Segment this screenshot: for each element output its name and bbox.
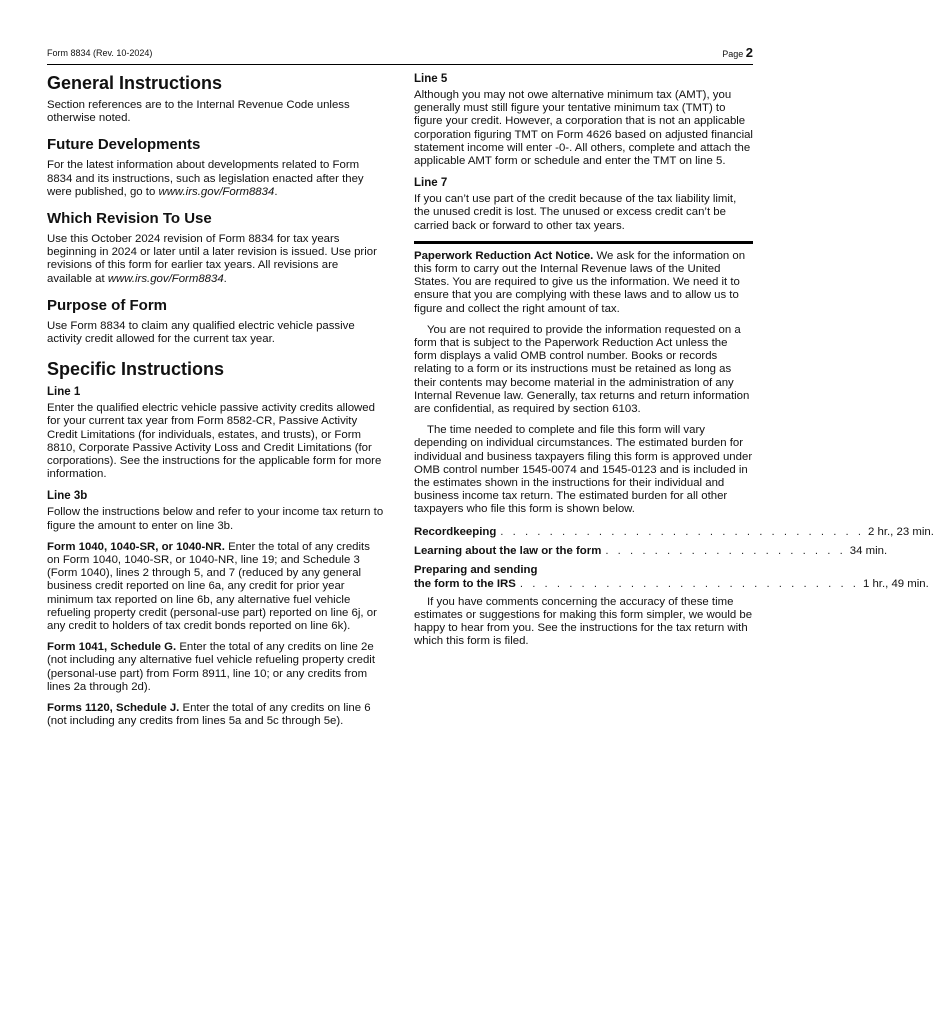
line-5-heading: Line 5 xyxy=(414,73,448,85)
line-3b-text: Follow the instructions below and refer to your income tax return to figure the amount to enter on line 3b. xyxy=(47,506,384,532)
preparing-label-line-1: Preparing and sending xyxy=(414,563,538,576)
line-1-heading: Line 1 xyxy=(47,386,81,399)
dot-leader: . . . . . . . . . . . . . . . . . . . . . . . . . . . . . . xyxy=(500,525,865,538)
preparing-label-line-2: the form to the IRS xyxy=(414,577,516,590)
which-revision-heading: Which Revision To Use xyxy=(47,210,212,228)
page-header xyxy=(47,44,753,65)
general-instructions-heading: General Instructions xyxy=(47,73,223,93)
preparing-value: 1 hr., 49 min. xyxy=(862,577,929,590)
learning-row xyxy=(414,544,888,558)
irs-link[interactable]: www.irs.gov/Form8834 xyxy=(158,185,275,198)
paperwork-reduction-paragraph-2: You are not required to provide the information requested on a form that is subject to the Paperwork Reduction Act unless the form displays a valid OMB control number. Books or records relating to a form or its instructions must be retained as long as their contents may become material in the administration of any Internal Revenue law. Generally, tax returns and return information are confidential, as required by section 6103. xyxy=(414,323,750,416)
paperwork-reduction-paragraph-3: The time needed to complete and file this form will vary depending on individual circumstances. The estimated burden for individual and business taxpayers filing this form is approved under OMB control number 1545-0074 and 1545-0123 and is included in the estimates shown in the instructions for their individual and business income tax return. The estimated burden for all other taxpayers who file this form is shown below. xyxy=(414,424,753,516)
future-developments-heading: Future Developments xyxy=(47,136,201,154)
form-identifier: Form 8834 (Rev. 10-2024) xyxy=(47,48,153,58)
specific-instructions-heading: Specific Instructions xyxy=(47,359,225,380)
recordkeeping-value: 2 hr., 23 min. xyxy=(868,525,934,538)
line-1-text: Enter the qualified electric vehicle passive activity credits allowed for your current tax year from Form 8582-CR, Passive Activity Credit Limitations (for individuals, estates, and trusts), or Form 8810, Corporate Passive Activity Loss and Credit Limitations (for corporations). See the instructions for the applicable form for more information. xyxy=(47,402,382,481)
form-1120-instructions: Forms 1120, Schedule J. Enter the total of any credits on line 6 (not including any credits from lines 5a and 5c through 5e). xyxy=(47,702,371,728)
line-5-text: Although you may not owe alternative minimum tax (AMT), you generally must still figure your tentative minimum tax (TMT) to figure your credit. However, a corporation that is not an applicable corporation figuring TMT on Form 4626 based on adjusted financial statement income will enter -0-. All others, complete and attach the applicable AMT form or schedule and enter the TMT on line 5. xyxy=(414,89,753,168)
form-1041-instructions: Form 1041, Schedule G. Enter the total of any credits on line 2e (not including any alternative fuel vehicle refueling property credit (personal-use part) from Form 8911, line 10; or any credits from lines 2a through 2d). xyxy=(47,641,375,693)
recordkeeping-row xyxy=(414,525,934,539)
right-column xyxy=(414,72,934,657)
left-column xyxy=(47,72,385,737)
page-number-value: 2 xyxy=(745,45,753,60)
preparing-row xyxy=(414,577,929,591)
learning-value: 34 min. xyxy=(849,544,888,557)
comments-text: If you have comments concerning the accuracy of these time estimates or suggestions for making this form simpler, we would be happy to hear from you. See the instructions for the tax return with which this form is filed. xyxy=(414,595,753,648)
which-revision-text: Use this October 2024 revision of Form 8834 for tax years beginning in 2024 or later until a later revision is issued. Use prior revisions of this form for earlier tax years. All revisions are available at www.irs.gov/Form8834. xyxy=(47,233,377,285)
irs-link[interactable]: www.irs.gov/Form8834 xyxy=(107,272,224,285)
purpose-of-form-text: Use Form 8834 to claim any qualified electric vehicle passive activity credit allowed for the current tax year. xyxy=(47,319,355,346)
page-label: Page xyxy=(722,49,744,59)
dot-leader: . . . . . . . . . . . . . . . . . . . . . . . . . . . . xyxy=(519,577,859,590)
general-instructions-text: Section references are to the Internal Revenue Code unless otherwise noted. xyxy=(47,99,350,125)
purpose-of-form-heading: Purpose of Form xyxy=(47,296,168,314)
future-developments-text: For the latest information about developments related to Form 8834 and its instructions, such as legislation enacted after they were published, go to www.irs.gov/Form8834. xyxy=(47,159,364,198)
line-7-text: If you can’t use part of the credit because of the tax liability limit, the unused credit is lost. The unused or excess credit can’t be carried back or forward to other tax years. xyxy=(414,193,737,232)
dot-leader: . . . . . . . . . . . . . . . . . . . . xyxy=(605,544,846,557)
section-divider xyxy=(414,241,753,244)
page-number xyxy=(722,45,753,60)
paperwork-reduction-notice: Paperwork Reduction Act Notice. We ask for the information on this form to carry out the Internal Revenue laws of the United States. You are required to give us the information. We need it to ensure that you are complying with these laws and to allow us to figure and collect the right amount of tax. xyxy=(414,249,746,315)
learning-label: Learning about the law or the form xyxy=(414,544,602,557)
form-1040-instructions: Form 1040, 1040-SR, or 1040-NR. Enter the total of any credits on Form 1040, 1040-SR, or 1040-NR, line 19; and Schedule 3 (Form 1040), lines 2 through 5, and 7 (reduced by any general business credit reported on line 6a, any credit for prior year minimum tax reported on line 6b, any alternative fuel vehicle refueling property credit (personal-use part) reported on line 6j, or any credit to holders of tax credit bonds reported on line 6k). xyxy=(47,540,377,633)
line-3b-heading: Line 3b xyxy=(47,490,88,503)
line-7-heading: Line 7 xyxy=(414,177,448,190)
recordkeeping-label: Recordkeeping xyxy=(414,525,497,538)
